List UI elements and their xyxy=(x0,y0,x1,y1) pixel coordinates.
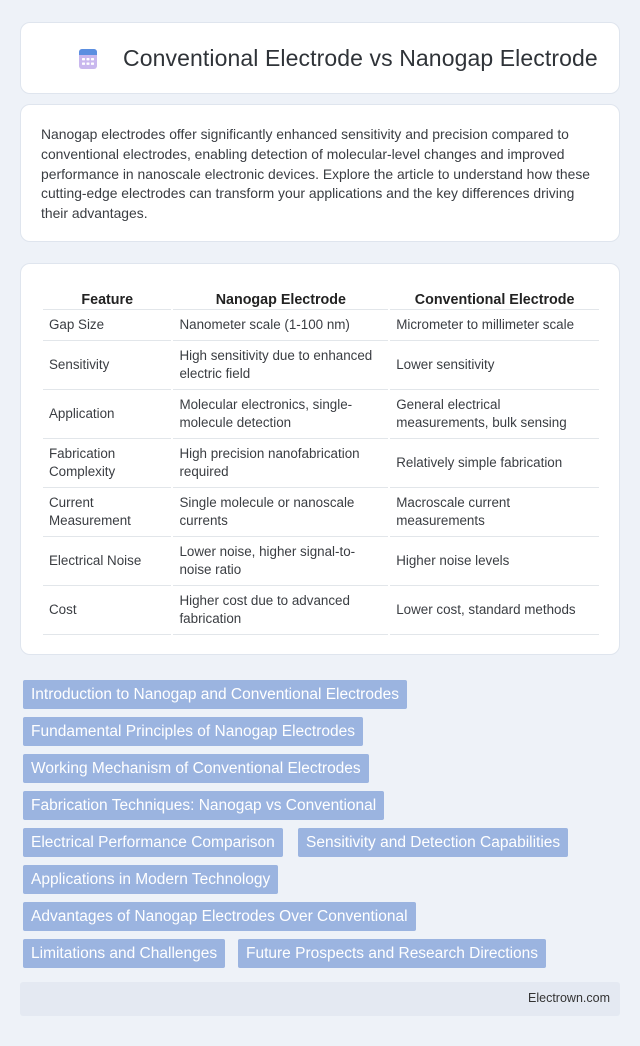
title-card xyxy=(20,22,620,94)
table-cell: Lower sensitivity xyxy=(390,341,599,390)
table-cell: Current Measurement xyxy=(43,488,171,537)
link-applications[interactable]: Applications in Modern Technology xyxy=(23,865,278,894)
table-row xyxy=(43,341,599,390)
calculator-icon xyxy=(77,48,99,70)
table-cell: Lower cost, standard methods xyxy=(390,586,599,635)
table-row xyxy=(43,586,599,635)
table-cell: Macroscale current measurements xyxy=(390,488,599,537)
table-cell: Nanometer scale (1-100 nm) xyxy=(173,310,388,341)
table-cell: General electrical measurements, bulk sensing xyxy=(390,390,599,439)
column-header-nanogap: Nanogap Electrode xyxy=(173,288,388,310)
comparison-table xyxy=(41,288,601,635)
table-cell: Higher noise levels xyxy=(390,537,599,586)
table-cell: Cost xyxy=(43,586,171,635)
link-introduction[interactable]: Introduction to Nanogap and Conventional Electrodes xyxy=(23,680,407,709)
column-header-feature: Feature xyxy=(43,288,171,310)
table-row xyxy=(43,537,599,586)
table-cell: Relatively simple fabrication xyxy=(390,439,599,488)
table-cell: Gap Size xyxy=(43,310,171,341)
table-cell: Lower noise, higher signal-to-noise ratio xyxy=(173,537,388,586)
footer xyxy=(20,982,620,1016)
link-sensitivity-detection[interactable]: Sensitivity and Detection Capabilities xyxy=(298,828,568,857)
table-cell: Application xyxy=(43,390,171,439)
footer-site-name: Electrown.com xyxy=(528,991,610,1005)
link-working-mechanism[interactable]: Working Mechanism of Conventional Electrodes xyxy=(23,754,369,783)
column-header-conventional: Conventional Electrode xyxy=(390,288,599,310)
link-limitations[interactable]: Limitations and Challenges xyxy=(23,939,225,968)
link-electrical-performance[interactable]: Electrical Performance Comparison xyxy=(23,828,283,857)
table-cell: Sensitivity xyxy=(43,341,171,390)
link-advantages[interactable]: Advantages of Nanogap Electrodes Over Conventional xyxy=(23,902,416,931)
table-cell: Higher cost due to advanced fabrication xyxy=(173,586,388,635)
table-row xyxy=(43,390,599,439)
intro-text: Nanogap electrodes offer significantly enhanced sensitivity and precision compared to conventional electrodes, enabling detection of molecular-level changes and improved performance in nanoscale electronic devices. Explore the article to understand how these cutting-edge electrodes can transform your applications and the key differences driving their advantages. xyxy=(41,126,590,222)
table-cell: High sensitivity due to enhanced electric field xyxy=(173,341,388,390)
table-cell: Fabrication Complexity xyxy=(43,439,171,488)
table-cell: Single molecule or nanoscale currents xyxy=(173,488,388,537)
comparison-table-card xyxy=(20,263,620,655)
page-title: Conventional Electrode vs Nanogap Electrode xyxy=(123,45,598,71)
intro-card xyxy=(20,104,620,242)
table-row xyxy=(43,439,599,488)
table-cell: Molecular electronics, single-molecule detection xyxy=(173,390,388,439)
table-cell: Micrometer to millimeter scale xyxy=(390,310,599,341)
table-row xyxy=(43,488,599,537)
link-fundamental-principles[interactable]: Fundamental Principles of Nanogap Electrodes xyxy=(23,717,363,746)
table-cell: Electrical Noise xyxy=(43,537,171,586)
link-future-prospects[interactable]: Future Prospects and Research Directions xyxy=(238,939,546,968)
table-row xyxy=(43,310,599,341)
table-cell: High precision nanofabrication required xyxy=(173,439,388,488)
link-fabrication-techniques[interactable]: Fabrication Techniques: Nanogap vs Conventional xyxy=(23,791,384,820)
